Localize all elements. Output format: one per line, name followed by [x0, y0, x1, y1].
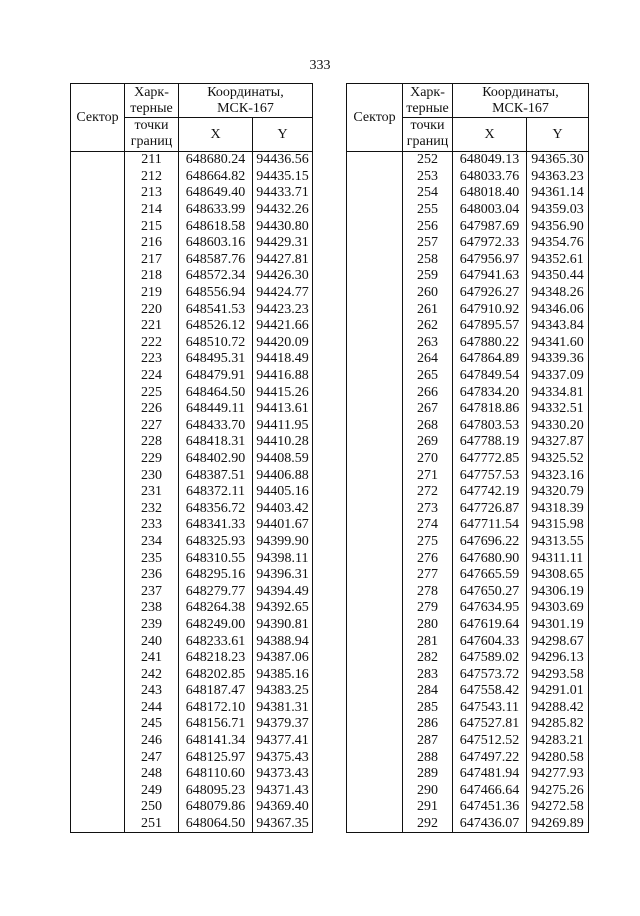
x-coordinate-cell: 647665.59: [453, 567, 527, 584]
y-coordinate-cell: 94387.06: [253, 650, 313, 667]
x-coordinate-cell: 648003.04: [453, 202, 527, 219]
y-coordinate-cell: 94296.13: [527, 650, 589, 667]
y-coordinate-cell: 94383.25: [253, 683, 313, 700]
header-sector: Сектор: [71, 84, 125, 152]
y-coordinate-cell: 94408.59: [253, 451, 313, 468]
y-coordinate-cell: 94418.49: [253, 351, 313, 368]
x-coordinate-cell: 647466.64: [453, 783, 527, 800]
header-x: X: [179, 118, 253, 152]
x-coordinate-cell: 648418.31: [179, 434, 253, 451]
table-row: [347, 152, 589, 169]
header-sector: Сектор: [347, 84, 403, 152]
y-coordinate-cell: 94381.31: [253, 700, 313, 717]
point-number-cell: 223: [125, 351, 179, 368]
y-coordinate-cell: 94334.81: [527, 384, 589, 401]
x-coordinate-cell: 647634.95: [453, 600, 527, 617]
point-number-cell: 269: [403, 434, 453, 451]
y-coordinate-cell: 94288.42: [527, 700, 589, 717]
y-coordinate-cell: 94379.37: [253, 716, 313, 733]
x-coordinate-cell: 648495.31: [179, 351, 253, 368]
y-coordinate-cell: 94375.43: [253, 749, 313, 766]
point-number-cell: 217: [125, 252, 179, 269]
header-coordinates: [179, 84, 313, 118]
point-number-cell: 245: [125, 716, 179, 733]
y-coordinate-cell: 94415.26: [253, 384, 313, 401]
y-coordinate-cell: 94398.11: [253, 550, 313, 567]
coordinates-table-right: [346, 83, 589, 833]
point-number-cell: 282: [403, 650, 453, 667]
point-number-cell: 238: [125, 600, 179, 617]
x-coordinate-cell: 647941.63: [453, 268, 527, 285]
header-points-line1: Харк-: [134, 85, 169, 100]
point-number-cell: 212: [125, 169, 179, 186]
y-coordinate-cell: 94346.06: [527, 301, 589, 318]
point-number-cell: 240: [125, 633, 179, 650]
y-coordinate-cell: 94430.80: [253, 218, 313, 235]
point-number-cell: 280: [403, 617, 453, 634]
point-number-cell: 247: [125, 749, 179, 766]
y-coordinate-cell: 94367.35: [253, 816, 313, 833]
y-coordinate-cell: 94403.42: [253, 500, 313, 517]
sector-cell: [71, 152, 125, 833]
y-coordinate-cell: 94352.61: [527, 252, 589, 269]
point-number-cell: 242: [125, 666, 179, 683]
point-number-cell: 271: [403, 467, 453, 484]
y-coordinate-cell: 94350.44: [527, 268, 589, 285]
point-number-cell: 274: [403, 517, 453, 534]
point-number-cell: 291: [403, 799, 453, 816]
x-coordinate-cell: 648633.99: [179, 202, 253, 219]
point-number-cell: 255: [403, 202, 453, 219]
point-number-cell: 288: [403, 749, 453, 766]
point-number-cell: 249: [125, 783, 179, 800]
x-coordinate-cell: 648325.93: [179, 534, 253, 551]
point-number-cell: 215: [125, 218, 179, 235]
x-coordinate-cell: 647696.22: [453, 534, 527, 551]
point-number-cell: 275: [403, 534, 453, 551]
point-number-cell: 221: [125, 318, 179, 335]
point-number-cell: 277: [403, 567, 453, 584]
point-number-cell: 226: [125, 401, 179, 418]
y-coordinate-cell: 94399.90: [253, 534, 313, 551]
point-number-cell: 213: [125, 185, 179, 202]
y-coordinate-cell: 94385.16: [253, 666, 313, 683]
x-coordinate-cell: 648649.40: [179, 185, 253, 202]
x-coordinate-cell: 648556.94: [179, 285, 253, 302]
y-coordinate-cell: 94311.11: [527, 550, 589, 567]
point-number-cell: 229: [125, 451, 179, 468]
x-coordinate-cell: 648187.47: [179, 683, 253, 700]
y-coordinate-cell: 94435.15: [253, 169, 313, 186]
point-number-cell: 211: [125, 152, 179, 169]
y-coordinate-cell: 94369.40: [253, 799, 313, 816]
x-coordinate-cell: 648218.23: [179, 650, 253, 667]
x-coordinate-cell: 648172.10: [179, 700, 253, 717]
y-coordinate-cell: 94315.98: [527, 517, 589, 534]
coordinates-table-left: [70, 83, 313, 833]
x-coordinate-cell: 647788.19: [453, 434, 527, 451]
x-coordinate-cell: 647604.33: [453, 633, 527, 650]
point-number-cell: 225: [125, 384, 179, 401]
point-number-cell: 234: [125, 534, 179, 551]
y-coordinate-cell: 94423.23: [253, 301, 313, 318]
point-number-cell: 283: [403, 666, 453, 683]
y-coordinate-cell: 94377.41: [253, 733, 313, 750]
header-points-line1: Харк-: [410, 85, 445, 100]
x-coordinate-cell: 647910.92: [453, 301, 527, 318]
point-number-cell: 284: [403, 683, 453, 700]
point-number-cell: 261: [403, 301, 453, 318]
y-coordinate-cell: 94303.69: [527, 600, 589, 617]
x-coordinate-cell: 648526.12: [179, 318, 253, 335]
x-coordinate-cell: 647711.54: [453, 517, 527, 534]
table-row: [71, 152, 313, 169]
point-number-cell: 276: [403, 550, 453, 567]
x-coordinate-cell: 648018.40: [453, 185, 527, 202]
x-coordinate-cell: 647772.85: [453, 451, 527, 468]
y-coordinate-cell: 94298.67: [527, 633, 589, 650]
x-coordinate-cell: 648510.72: [179, 335, 253, 352]
y-coordinate-cell: 94416.88: [253, 368, 313, 385]
y-coordinate-cell: 94308.65: [527, 567, 589, 584]
y-coordinate-cell: 94420.09: [253, 335, 313, 352]
x-coordinate-cell: 647573.72: [453, 666, 527, 683]
y-coordinate-cell: 94323.16: [527, 467, 589, 484]
x-coordinate-cell: 647481.94: [453, 766, 527, 783]
header-points-line3: точки: [134, 118, 169, 133]
point-number-cell: 259: [403, 268, 453, 285]
x-coordinate-cell: 648433.70: [179, 418, 253, 435]
point-number-cell: 220: [125, 301, 179, 318]
y-coordinate-cell: 94396.31: [253, 567, 313, 584]
point-number-cell: 251: [125, 816, 179, 833]
x-coordinate-cell: 648249.00: [179, 617, 253, 634]
point-number-cell: 263: [403, 335, 453, 352]
y-coordinate-cell: 94301.19: [527, 617, 589, 634]
y-coordinate-cell: 94401.67: [253, 517, 313, 534]
point-number-cell: 237: [125, 583, 179, 600]
y-coordinate-cell: 94359.03: [527, 202, 589, 219]
x-coordinate-cell: 648402.90: [179, 451, 253, 468]
x-coordinate-cell: 647650.27: [453, 583, 527, 600]
point-number-cell: 290: [403, 783, 453, 800]
header-points-line4: границ: [130, 134, 173, 149]
x-coordinate-cell: 648603.16: [179, 235, 253, 252]
x-coordinate-cell: 647543.11: [453, 700, 527, 717]
x-coordinate-cell: 647619.64: [453, 617, 527, 634]
point-number-cell: 231: [125, 484, 179, 501]
x-coordinate-cell: 647558.42: [453, 683, 527, 700]
point-number-cell: 233: [125, 517, 179, 534]
y-coordinate-cell: 94433.71: [253, 185, 313, 202]
x-coordinate-cell: 648064.50: [179, 816, 253, 833]
x-coordinate-cell: 648264.38: [179, 600, 253, 617]
header-y: Y: [527, 118, 589, 152]
y-coordinate-cell: 94332.51: [527, 401, 589, 418]
point-number-cell: 214: [125, 202, 179, 219]
x-coordinate-cell: 648618.58: [179, 218, 253, 235]
point-number-cell: 260: [403, 285, 453, 302]
header-points-line4: границ: [406, 134, 449, 149]
x-coordinate-cell: 647451.36: [453, 799, 527, 816]
point-number-cell: 218: [125, 268, 179, 285]
x-coordinate-cell: 648356.72: [179, 500, 253, 517]
point-number-cell: 289: [403, 766, 453, 783]
x-coordinate-cell: 647818.86: [453, 401, 527, 418]
y-coordinate-cell: 94424.77: [253, 285, 313, 302]
y-coordinate-cell: 94272.58: [527, 799, 589, 816]
x-coordinate-cell: 647956.97: [453, 252, 527, 269]
point-number-cell: 250: [125, 799, 179, 816]
point-number-cell: 252: [403, 152, 453, 169]
y-coordinate-cell: 94341.60: [527, 335, 589, 352]
y-coordinate-cell: 94306.19: [527, 583, 589, 600]
point-number-cell: 254: [403, 185, 453, 202]
x-coordinate-cell: 647803.53: [453, 418, 527, 435]
page-number: 333: [309, 58, 331, 73]
x-coordinate-cell: 648125.97: [179, 749, 253, 766]
x-coordinate-cell: 647864.89: [453, 351, 527, 368]
x-coordinate-cell: 648049.13: [453, 152, 527, 169]
point-number-cell: 241: [125, 650, 179, 667]
y-coordinate-cell: 94394.49: [253, 583, 313, 600]
point-number-cell: 232: [125, 500, 179, 517]
y-coordinate-cell: 94388.94: [253, 633, 313, 650]
point-number-cell: 222: [125, 335, 179, 352]
point-number-cell: 264: [403, 351, 453, 368]
point-number-cell: 281: [403, 633, 453, 650]
x-coordinate-cell: 647895.57: [453, 318, 527, 335]
x-coordinate-cell: 647742.19: [453, 484, 527, 501]
point-number-cell: 219: [125, 285, 179, 302]
x-coordinate-cell: 648079.86: [179, 799, 253, 816]
y-coordinate-cell: 94390.81: [253, 617, 313, 634]
point-number-cell: 230: [125, 467, 179, 484]
x-coordinate-cell: 647512.52: [453, 733, 527, 750]
point-number-cell: 257: [403, 235, 453, 252]
sector-cell: [347, 152, 403, 833]
x-coordinate-cell: 648464.50: [179, 384, 253, 401]
point-number-cell: 253: [403, 169, 453, 186]
point-number-cell: 248: [125, 766, 179, 783]
point-number-cell: 228: [125, 434, 179, 451]
x-coordinate-cell: 648572.34: [179, 268, 253, 285]
x-coordinate-cell: 647726.87: [453, 500, 527, 517]
point-number-cell: 278: [403, 583, 453, 600]
x-coordinate-cell: 647926.27: [453, 285, 527, 302]
point-number-cell: 268: [403, 418, 453, 435]
x-coordinate-cell: 648233.61: [179, 633, 253, 650]
y-coordinate-cell: 94373.43: [253, 766, 313, 783]
x-coordinate-cell: 647436.07: [453, 816, 527, 833]
point-number-cell: 244: [125, 700, 179, 717]
y-coordinate-cell: 94365.30: [527, 152, 589, 169]
y-coordinate-cell: 94356.90: [527, 218, 589, 235]
y-coordinate-cell: 94432.26: [253, 202, 313, 219]
x-coordinate-cell: 647834.20: [453, 384, 527, 401]
point-number-cell: 273: [403, 500, 453, 517]
point-number-cell: 272: [403, 484, 453, 501]
point-number-cell: 267: [403, 401, 453, 418]
point-number-cell: 258: [403, 252, 453, 269]
point-number-cell: 243: [125, 683, 179, 700]
point-number-cell: 235: [125, 550, 179, 567]
header-coordinates-line1: Координаты,: [482, 84, 559, 100]
x-coordinate-cell: 648295.16: [179, 567, 253, 584]
y-coordinate-cell: 94277.93: [527, 766, 589, 783]
y-coordinate-cell: 94283.21: [527, 733, 589, 750]
x-coordinate-cell: 648479.91: [179, 368, 253, 385]
y-coordinate-cell: 94339.36: [527, 351, 589, 368]
x-coordinate-cell: 648664.82: [179, 169, 253, 186]
y-coordinate-cell: 94291.01: [527, 683, 589, 700]
y-coordinate-cell: 94325.52: [527, 451, 589, 468]
x-coordinate-cell: 648372.11: [179, 484, 253, 501]
x-coordinate-cell: 648541.53: [179, 301, 253, 318]
x-coordinate-cell: 647880.22: [453, 335, 527, 352]
x-coordinate-cell: 648587.76: [179, 252, 253, 269]
y-coordinate-cell: 94293.58: [527, 666, 589, 683]
y-coordinate-cell: 94426.30: [253, 268, 313, 285]
x-coordinate-cell: 648310.55: [179, 550, 253, 567]
y-coordinate-cell: 94320.79: [527, 484, 589, 501]
x-coordinate-cell: 647680.90: [453, 550, 527, 567]
header-y: Y: [253, 118, 313, 152]
y-coordinate-cell: 94436.56: [253, 152, 313, 169]
y-coordinate-cell: 94429.31: [253, 235, 313, 252]
y-coordinate-cell: 94413.61: [253, 401, 313, 418]
x-coordinate-cell: 648341.33: [179, 517, 253, 534]
x-coordinate-cell: 647972.33: [453, 235, 527, 252]
y-coordinate-cell: 94269.89: [527, 816, 589, 833]
point-number-cell: 262: [403, 318, 453, 335]
point-number-cell: 292: [403, 816, 453, 833]
x-coordinate-cell: 647987.69: [453, 218, 527, 235]
y-coordinate-cell: 94313.55: [527, 534, 589, 551]
y-coordinate-cell: 94392.65: [253, 600, 313, 617]
y-coordinate-cell: 94361.14: [527, 185, 589, 202]
x-coordinate-cell: 648202.85: [179, 666, 253, 683]
point-number-cell: 256: [403, 218, 453, 235]
x-coordinate-cell: 647849.54: [453, 368, 527, 385]
y-coordinate-cell: 94337.09: [527, 368, 589, 385]
y-coordinate-cell: 94327.87: [527, 434, 589, 451]
x-coordinate-cell: 647757.53: [453, 467, 527, 484]
point-number-cell: 287: [403, 733, 453, 750]
header-points-line2: терные: [125, 101, 178, 118]
point-number-cell: 246: [125, 733, 179, 750]
y-coordinate-cell: 94363.23: [527, 169, 589, 186]
y-coordinate-cell: 94354.76: [527, 235, 589, 252]
header-coordinates-line1: Координаты,: [207, 84, 284, 100]
y-coordinate-cell: 94318.39: [527, 500, 589, 517]
point-number-cell: 285: [403, 700, 453, 717]
y-coordinate-cell: 94405.16: [253, 484, 313, 501]
y-coordinate-cell: 94348.26: [527, 285, 589, 302]
y-coordinate-cell: 94410.28: [253, 434, 313, 451]
header-coordinates-line2: МСК-167: [217, 100, 274, 116]
header-coordinates-line2: МСК-167: [492, 100, 549, 116]
x-coordinate-cell: 647589.02: [453, 650, 527, 667]
header-boundary-points: [403, 84, 453, 152]
y-coordinate-cell: 94371.43: [253, 783, 313, 800]
point-number-cell: 236: [125, 567, 179, 584]
y-coordinate-cell: 94421.66: [253, 318, 313, 335]
point-number-cell: 224: [125, 368, 179, 385]
x-coordinate-cell: 648449.11: [179, 401, 253, 418]
point-number-cell: 265: [403, 368, 453, 385]
x-coordinate-cell: 647497.22: [453, 749, 527, 766]
y-coordinate-cell: 94411.95: [253, 418, 313, 435]
header-coordinates: [453, 84, 589, 118]
x-coordinate-cell: 647527.81: [453, 716, 527, 733]
header-points-line2: терные: [403, 101, 452, 118]
header-x: X: [453, 118, 527, 152]
x-coordinate-cell: 648110.60: [179, 766, 253, 783]
x-coordinate-cell: 648279.77: [179, 583, 253, 600]
table-body-right: [347, 152, 589, 833]
x-coordinate-cell: 648680.24: [179, 152, 253, 169]
point-number-cell: 279: [403, 600, 453, 617]
x-coordinate-cell: 648141.34: [179, 733, 253, 750]
table-body-left: [71, 152, 313, 833]
x-coordinate-cell: 648033.76: [453, 169, 527, 186]
y-coordinate-cell: 94280.58: [527, 749, 589, 766]
x-coordinate-cell: 648095.23: [179, 783, 253, 800]
point-number-cell: 270: [403, 451, 453, 468]
y-coordinate-cell: 94427.81: [253, 252, 313, 269]
point-number-cell: 286: [403, 716, 453, 733]
point-number-cell: 239: [125, 617, 179, 634]
x-coordinate-cell: 648387.51: [179, 467, 253, 484]
header-points-line3: точки: [410, 118, 445, 133]
y-coordinate-cell: 94330.20: [527, 418, 589, 435]
header-boundary-points: [125, 84, 179, 152]
point-number-cell: 227: [125, 418, 179, 435]
point-number-cell: 266: [403, 384, 453, 401]
y-coordinate-cell: 94343.84: [527, 318, 589, 335]
y-coordinate-cell: 94406.88: [253, 467, 313, 484]
y-coordinate-cell: 94285.82: [527, 716, 589, 733]
x-coordinate-cell: 648156.71: [179, 716, 253, 733]
point-number-cell: 216: [125, 235, 179, 252]
y-coordinate-cell: 94275.26: [527, 783, 589, 800]
